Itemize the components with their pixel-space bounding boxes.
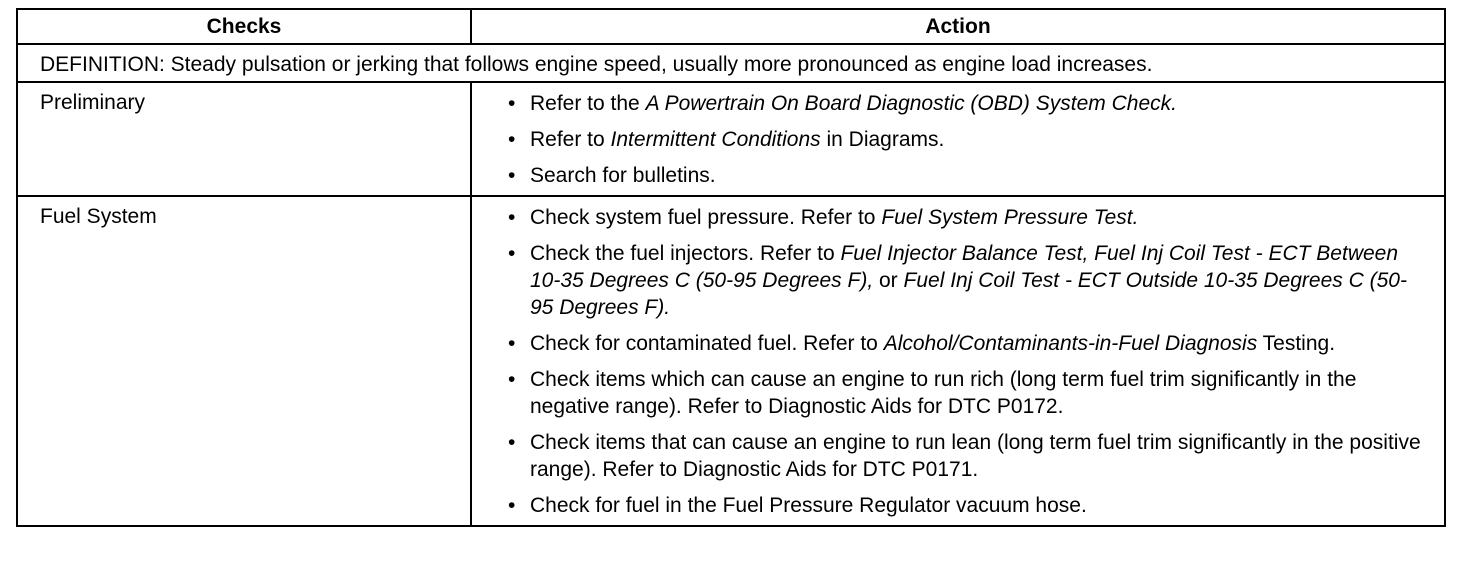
action-text: in Diagrams. [820, 128, 945, 151]
bullet-icon: • [508, 332, 516, 355]
bullet-icon: • [508, 92, 516, 115]
action-text: Check items that can cause an engine to run lean (long term fuel trim significantly in the positive range). Refer to Diagnostic Aids for DTC P0171. [530, 431, 1421, 481]
reference-text: Alcohol/Contaminants-in-Fuel Diagnosis [883, 332, 1258, 355]
action-item [508, 126, 1424, 153]
reference-text: Fuel Inj Coil Test - ECT Outside 10-35 Degrees C (50-95 Degrees F). [530, 269, 1407, 319]
reference-text: Fuel System Pressure Test. [881, 206, 1139, 229]
definition-text: DEFINITION: Steady pulsation or jerking that follows engine speed, usually more pronounced as engine load increases. [17, 44, 1445, 82]
bullet-icon: • [508, 206, 516, 229]
action-text: or [873, 269, 904, 292]
action-text: Check items which can cause an engine to run rich (long term fuel trim significantly in the negative range). Refer to Diagnostic Aids for DTC P0172. [530, 368, 1357, 418]
action-item [508, 90, 1424, 117]
bullet-icon: • [508, 242, 516, 265]
action-list [508, 90, 1424, 189]
action-item [508, 162, 1424, 189]
action-item [508, 240, 1424, 321]
action-text: Search for bulletins. [530, 164, 716, 187]
check-cell: Fuel System [17, 196, 471, 526]
action-list [508, 204, 1424, 519]
action-item [508, 429, 1424, 483]
reference-text: Intermittent Conditions [610, 128, 821, 151]
checks-header: Checks [17, 9, 471, 44]
bullet-icon: • [508, 494, 516, 517]
action-item [508, 492, 1424, 519]
bullet-icon: • [508, 431, 516, 454]
check-cell: Preliminary [17, 82, 471, 196]
diagnostic-table [16, 8, 1446, 527]
reference-text: Fuel Injector Balance Test, Fuel Inj Coil Test - ECT Between 10-35 Degrees C (50-95 Degrees F), [530, 242, 1399, 292]
action-text: Check for contaminated fuel. Refer to [530, 332, 884, 355]
table-row [17, 82, 1445, 196]
reference-text: A Powertrain On Board Diagnostic (OBD) System Check. [645, 92, 1177, 115]
action-cell [471, 82, 1445, 196]
table-row [17, 196, 1445, 526]
action-item [508, 366, 1424, 420]
action-header: Action [471, 9, 1445, 44]
action-text: Refer to [530, 128, 611, 151]
action-text: Check system fuel pressure. Refer to [530, 206, 882, 229]
header-row [17, 9, 1445, 44]
action-text: Refer to the [530, 92, 646, 115]
bullet-icon: • [508, 368, 516, 391]
action-item [508, 330, 1424, 357]
action-text: Testing. [1257, 332, 1336, 355]
action-cell [471, 196, 1445, 526]
definition-row [17, 44, 1445, 82]
bullet-icon: • [508, 128, 516, 151]
action-text: Check the fuel injectors. Refer to [530, 242, 841, 265]
bullet-icon: • [508, 164, 516, 187]
action-text: Check for fuel in the Fuel Pressure Regulator vacuum hose. [530, 494, 1087, 517]
action-item [508, 204, 1424, 231]
